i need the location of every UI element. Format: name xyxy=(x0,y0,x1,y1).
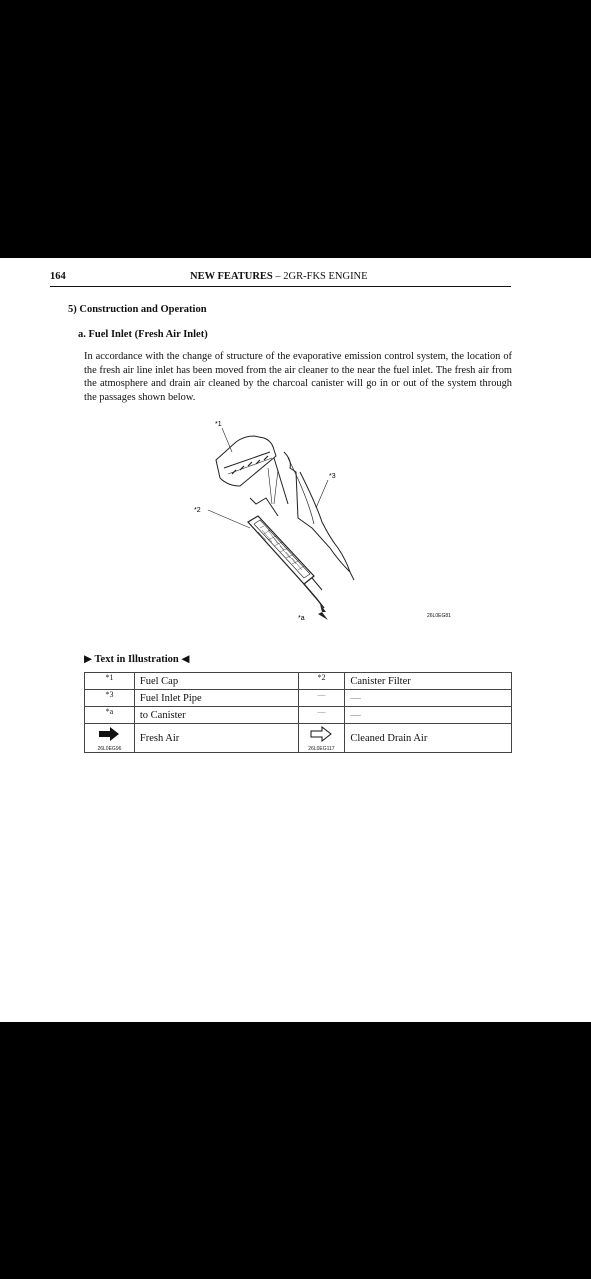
subsection-heading: a. Fuel Inlet (Fresh Air Inlet) xyxy=(78,329,208,340)
text-in-illustration-heading: ▶ Text in Illustration ◀ xyxy=(84,654,190,665)
symbol-cell: — xyxy=(298,707,345,724)
table-row xyxy=(85,673,512,690)
label-cell: Cleaned Drain Air xyxy=(345,724,512,753)
outline-arrow-icon xyxy=(310,726,332,742)
table-row xyxy=(85,707,512,724)
label-cell: Fuel Cap xyxy=(134,673,298,690)
document-page xyxy=(0,258,591,1022)
header-title-bold: NEW FEATURES xyxy=(190,271,273,282)
icon-code: 26L0EG117 xyxy=(308,746,335,752)
callout-3: *3 xyxy=(329,473,336,480)
label-cell: Fresh Air xyxy=(134,724,298,753)
section-heading: 5) Construction and Operation xyxy=(68,304,207,315)
fuel-cap-shape xyxy=(216,436,276,486)
label-cell: Canister Filter xyxy=(345,673,512,690)
page-number: 164 xyxy=(50,271,66,282)
canister-filter-shape xyxy=(248,516,314,584)
label-cell: Fuel Inlet Pipe xyxy=(134,690,298,707)
body-paragraph: In accordance with the change of structure of the evaporative emission control system, the location of the fresh air line inlet has been moved from the air cleaner to the near the fuel inlet. The fresh air from the atmosphere and drain air cleaned by the charcoal canister will go in or out of the system through the passages shown below. xyxy=(84,351,512,403)
label-cell: — xyxy=(345,707,512,724)
label-cell: to Canister xyxy=(134,707,298,724)
symbol-cell xyxy=(85,724,135,753)
symbol-cell: — xyxy=(298,690,345,707)
table-row xyxy=(85,724,512,753)
figure-code: 26L0EG81 xyxy=(427,613,451,619)
symbol-cell: *a xyxy=(85,707,135,724)
table-row xyxy=(85,690,512,707)
page-header xyxy=(50,268,511,287)
symbol-cell: *2 xyxy=(298,673,345,690)
header-title-rest: – 2GR-FKS ENGINE xyxy=(272,271,368,282)
label-cell: — xyxy=(345,690,512,707)
symbol-cell: *1 xyxy=(85,673,135,690)
symbol-cell xyxy=(298,724,345,753)
header-title xyxy=(190,271,368,282)
symbol-cell: *3 xyxy=(85,690,135,707)
solid-arrow-icon xyxy=(98,726,120,742)
fuel-inlet-illustration xyxy=(188,408,468,628)
legend-table xyxy=(84,672,512,753)
callout-1: *1 xyxy=(215,421,222,428)
callout-2: *2 xyxy=(194,507,201,514)
icon-code: 26L0EG96 xyxy=(97,746,122,752)
callout-a: *a xyxy=(298,615,305,622)
